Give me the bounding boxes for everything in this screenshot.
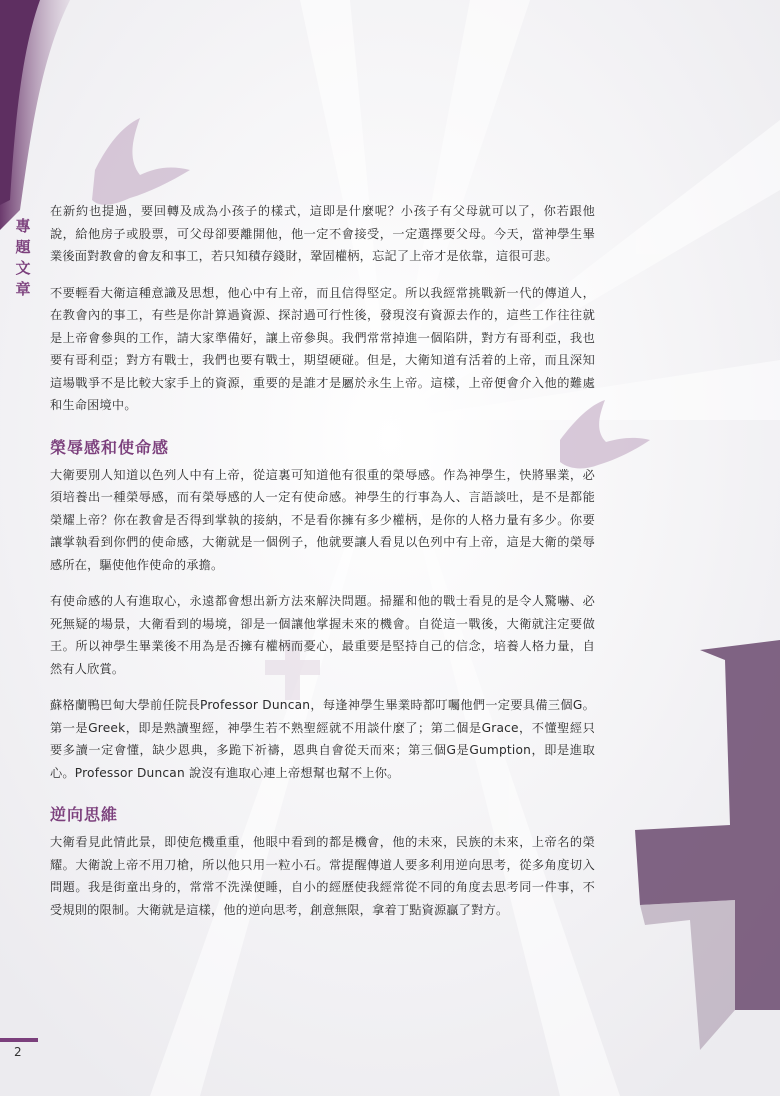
paragraph: 不要輕看大衛這種意識及思想，他心中有上帝，而且信得堅定。所以我經常挑戰新一代的傳道人，在教會內的事工，有些是你計算過資源、探討過可行性後，發現沒有資源去作的，這些工作往往就是上帝會參與的工作，請大家準備好，讓上帝參與。我們常常掉進一個陷阱，對方有哥利亞，我也要有哥利亞；對方有戰士，我們也要有戰士，期望硬碰。但是，大衛知道有活着的上帝，而且深知這場戰爭不是比較大家手上的資源，重要的是誰才是屬於永生上帝。這樣，上帝便會介入他的難處和生命困境中。 [50,285,595,412]
paragraph: 蘇格蘭鴨巴甸大學前任院長Professor Duncan，每逢神學生畢業時都叮囑他們一定要具備三個G。第一是Greek，即是熟讀聖經，神學生若不熟聖經就不用談什麼了；第二個是Grace，不懂聖經只要多讀一定會懂，缺少恩典，多跪下祈禱，恩典自會從天而來；第三個G是Gumption，即是進取心。Professor Duncan 說沒有進取心連上帝想幫也幫不上你。 [50,698,595,780]
section-heading: 榮辱感和使命感 [50,437,170,457]
paragraph: 大衛要別人知道以色列人中有上帝，從這裏可知道他有很重的榮辱感。作為神學生，快將畢業，必須培養出一種榮辱感，而有榮辱感的人一定有使命感。神學生的行事為人、言語談吐，是不是都能榮耀上帝？你在教會是否得到掌執的接納，不是看你擁有多少權柄，是你的人格力量有多少。你要讓掌執看到你們的使命感，大衛就是一個例子，他就要讓人看見以色列中有上帝，這是大衛的榮辱感所在，驅使他作使命的承擔。 [50,467,595,572]
article-body [50,200,595,935]
paragraph: 大衛看見此情此景，即使危機重重，他眼中看到的都是機會，他的未來，民族的未來，上帝名的榮耀。大衛說上帝不用刀槍，所以他只用一粒小石。常提醒傳道人要多利用逆向思考，從多角度切入問題。我是街童出身的，常常不洗澡便睡，自小的經歷使我經常從不同的角度去思考同一件事，不受規則的限制。大衛就是這樣，他的逆向思考，創意無限，拿着丁點資源贏了對方。 [50,835,595,917]
section-heading: 逆向思維 [50,805,119,824]
paragraph: 在新約也提過，要回轉及成為小孩子的樣式，這即是什麼呢？小孩子有父母就可以了，你若跟他說，給他房子或股票，可父母卻要離開他，他一定不會接受，一定選擇要父母。今天，當神學生畢業後面對教會的會友和事工，若只知積存錢財，鞏固權柄，忘記了上帝才是依靠，這很可悲。 [50,204,595,263]
page-number: 2 [14,1045,22,1059]
page-number-bar [0,1038,38,1042]
section-label: 專題文章 [15,217,31,298]
paragraph: 有使命感的人有進取心，永遠都會想出新方法來解決問題。掃羅和他的戰士看見的是令人驚嚇、必死無疑的場景，大衛看到的場境，卻是一個讓他掌握未來的機會。自從這一戰後，大衛就注定要做王。所以神學生畢業後不用為是否擁有權柄而憂心，最重要是堅持自己的信念，培養人格力量，自然有人欣賞。 [50,594,595,676]
